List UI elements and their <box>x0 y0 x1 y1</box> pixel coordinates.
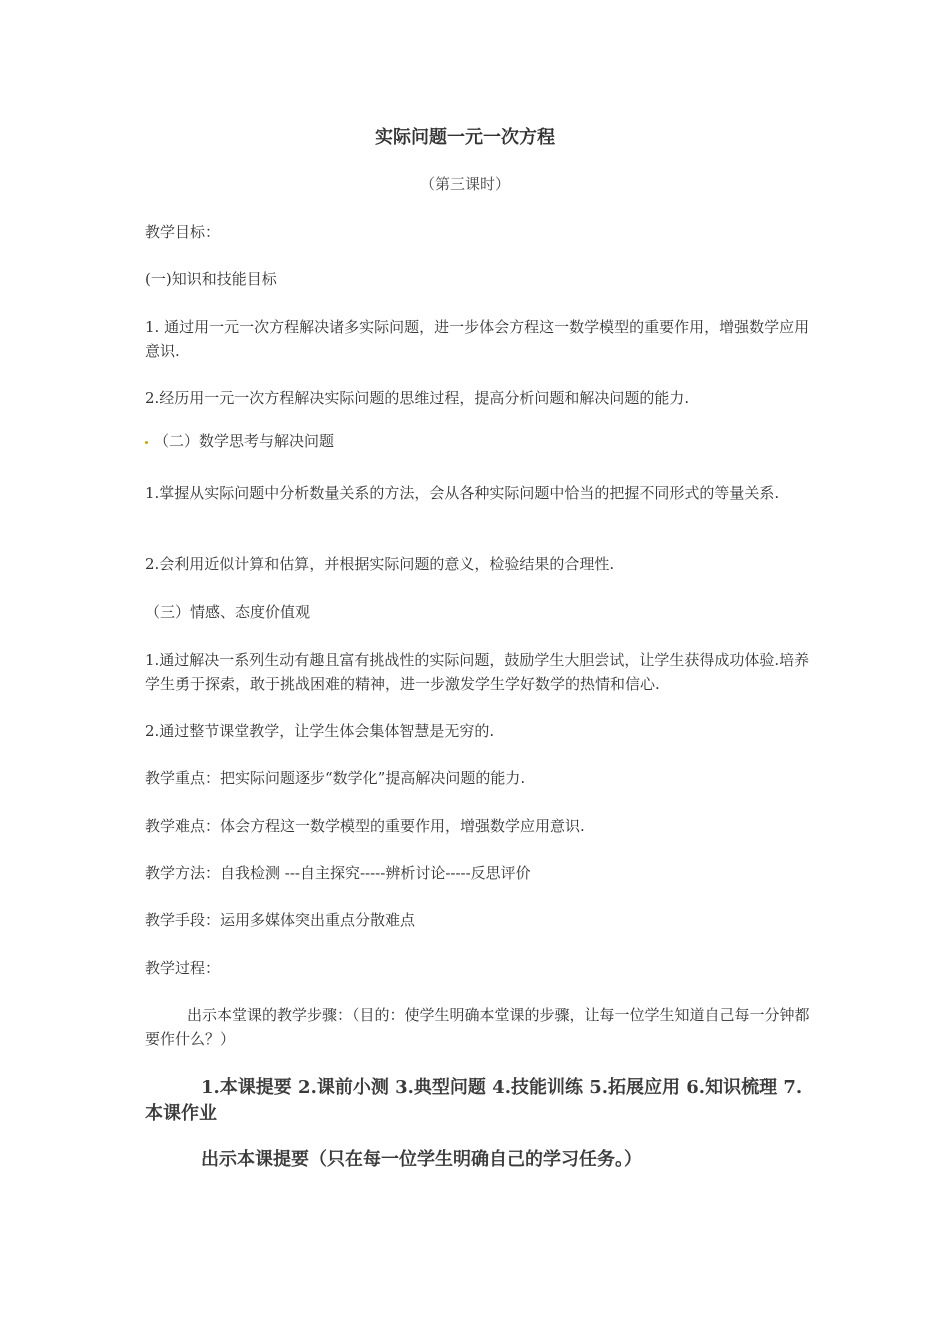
lesson-subtitle: （第三课时） <box>419 175 510 193</box>
section2-heading-line <box>145 429 810 453</box>
bullet-dot <box>145 441 148 444</box>
section1-heading: (一)知识和技能目标 <box>145 270 277 288</box>
process-intro: 出示本堂课的教学步骤：（目的：使学生明确本堂课的步骤，让每一位学生知道自己每一分钟都要作什么？） <box>145 1006 810 1048</box>
teaching-means: 教学手段：运用多媒体突出重点分散难点 <box>145 911 416 929</box>
section2-heading: （二）数学思考与解决问题 <box>154 432 335 450</box>
section3-heading: （三）情感、态度价值观 <box>145 603 311 621</box>
steps-list: 1.本课提要 2.课前小测 3.典型问题 4.技能训练 5.拓展应用 6.知识梳理 7.本课作业 <box>145 1077 803 1124</box>
key-point: 教学重点：把实际问题逐步“数学化”提高解决问题的能力. <box>145 769 526 787</box>
section1-item2: 2.经历用一元一次方程解决实际问题的思维过程，提高分析问题和解决问题的能力. <box>145 389 690 407</box>
section2-item2: 2.会利用近似计算和估算，并根据实际问题的意义，检验结果的合理性. <box>145 555 615 573</box>
summary-heading: 出示本课提要（只在每一位学生明确自己的学习任务。） <box>201 1149 642 1170</box>
section1-item1: 1. 通过用一元一次方程解决诸多实际问题，进一步体会方程这一数学模型的重要作用，增强数学应用意识. <box>145 318 810 360</box>
section3-item2: 2.通过整节课堂教学，让学生体会集体智慧是无穷的. <box>145 722 495 740</box>
section3-item1: 1.通过解决一系列生动有趣且富有挑战性的实际问题，鼓励学生大胆尝试，让学生获得成功体验.培养学生勇于探索，敢于挑战困难的精神，进一步激发学生学好数学的热情和信心. <box>145 651 810 693</box>
objectives-heading: 教学目标： <box>145 223 221 241</box>
document-title: 实际问题一元一次方程 <box>375 127 555 148</box>
difficulty: 教学难点：体会方程这一数学模型的重要作用，增强数学应用意识. <box>145 817 585 835</box>
section2-item1: 1.掌握从实际问题中分析数量关系的方法，会从各种实际问题中恰当的把握不同形式的等量关系. <box>145 484 780 502</box>
process-heading: 教学过程： <box>145 959 221 977</box>
teaching-method: 教学方法：自我检测 ---自主探究-----辨析讨论-----反思评价 <box>145 864 531 882</box>
